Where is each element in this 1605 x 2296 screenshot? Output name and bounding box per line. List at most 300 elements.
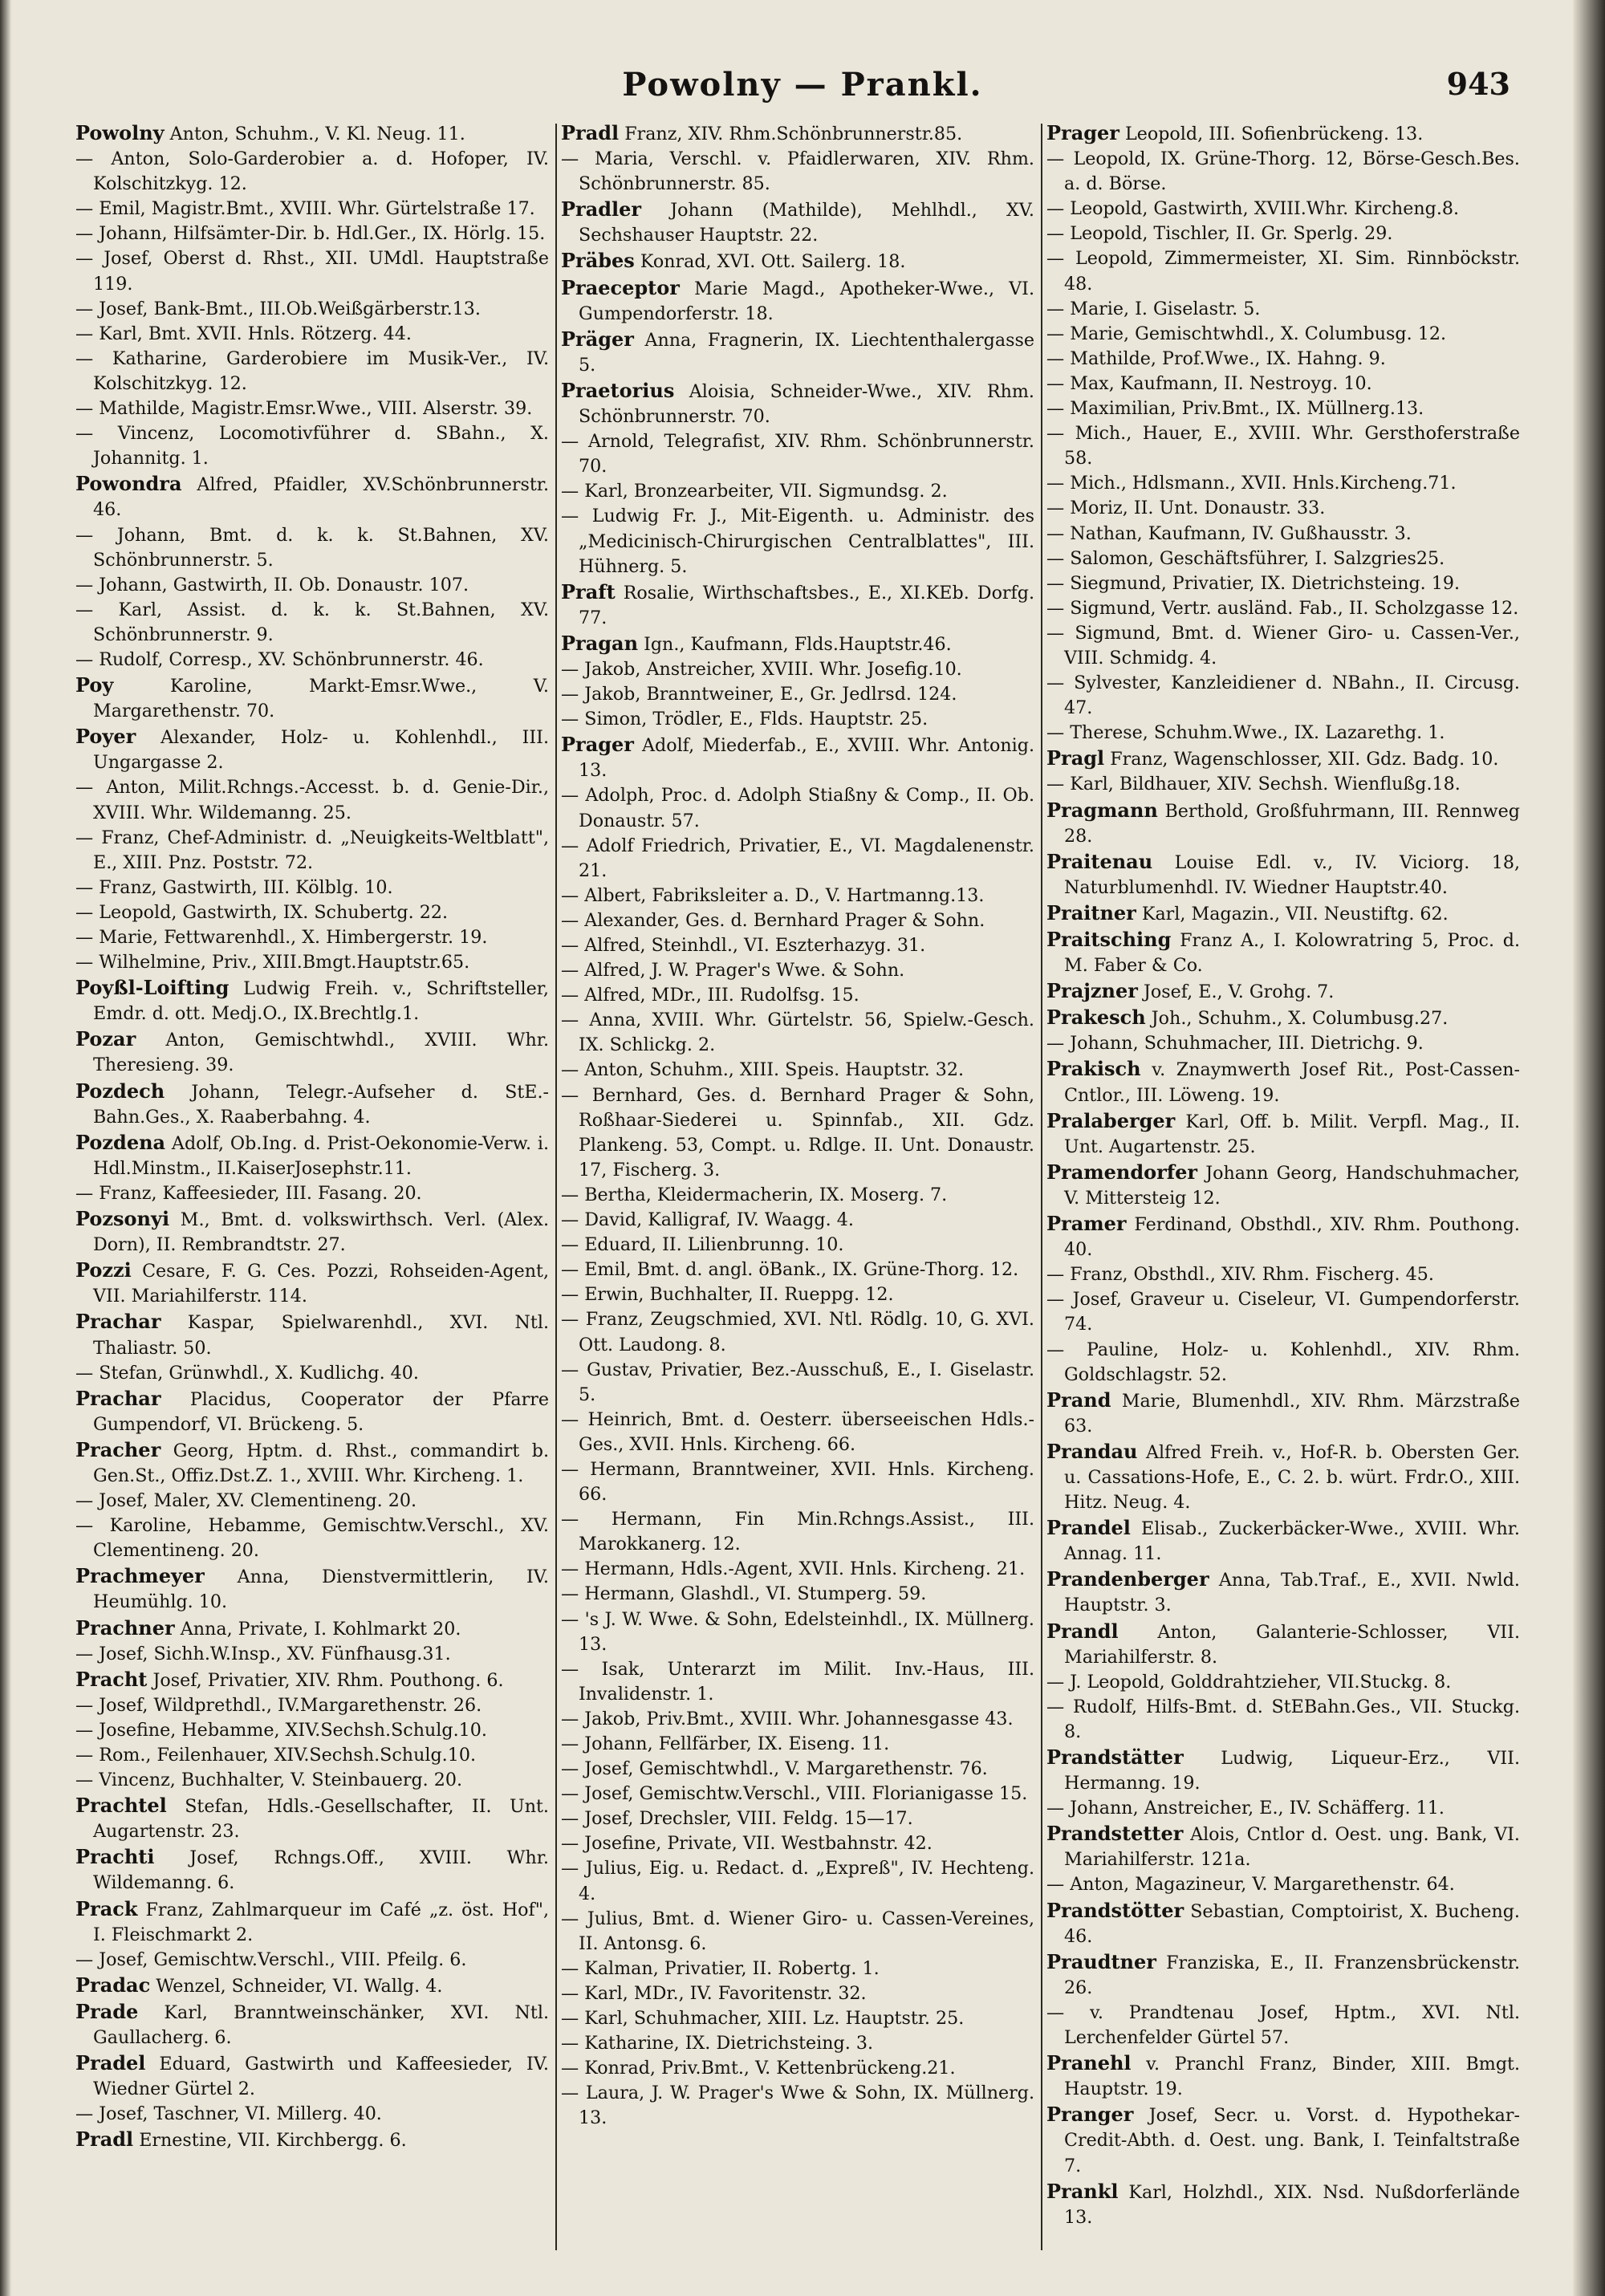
entry-headword: Pranehl [1046, 2051, 1132, 2075]
column-1 [75, 120, 549, 2255]
entry-headword: Poy [75, 673, 114, 697]
entry-headword: Pramendorfer [1046, 1160, 1198, 1184]
entry-text: — Hermann, Fin Min.Rchngs.Assist., III. Marokkanerg. 12. [561, 1509, 1034, 1555]
directory-entry [75, 347, 549, 396]
entry-text: — Gustav, Privatier, Bez.-Ausschuß, E., I. Giselastr. 5. [561, 1359, 1034, 1405]
directory-entry [75, 1615, 549, 1642]
entry-text: v. Pranchl Franz, Binder, XIII. Bmgt. Hauptstr. 19. [1064, 2054, 1520, 2100]
entry-text: — Stefan, Grünwhdl., X. Kudlichg. 40. [75, 1362, 419, 1384]
entry-text: — Salomon, Geschäftsführer, I. Salzgries25. [1046, 547, 1445, 569]
directory-entry [75, 1743, 549, 1768]
directory-entry [1046, 927, 1520, 978]
entry-headword: Pralaberger [1046, 1108, 1176, 1132]
directory-entry [561, 1856, 1034, 1906]
entry-text: — Jakob, Anstreicher, XVIII. Whr. Josefig.10. [561, 658, 962, 680]
entry-text: — Josef, Maler, XV. Clementineng. 20. [75, 1490, 417, 1512]
entry-text: — Franz, Obsthdl., XIV. Rhm. Fischerg. 45. [1046, 1264, 1434, 1286]
entry-headword: Pranger [1046, 2103, 1134, 2127]
entry-headword: Prankl [1046, 2179, 1119, 2203]
directory-entry [1046, 1338, 1520, 1388]
entry-headword: Pragan [561, 631, 639, 655]
page-left-edge [0, 0, 11, 2296]
entry-text: Anton, Galanterie-Schlosser, VII. Mariahilferstr. 8. [1064, 1621, 1520, 1668]
entry-text: — Katharine, IX. Dietrichsteing. 3. [561, 2033, 874, 2054]
entry-headword: Pozsonyi [75, 1207, 170, 1231]
entry-headword: Powondra [75, 472, 182, 496]
directory-entry [75, 396, 549, 421]
directory-entry [1046, 671, 1520, 721]
entry-text: — Sigmund, Bmt. d. Wiener Giro- u. Cassen-Ver., VIII. Schmidg. 4. [1046, 622, 1520, 668]
entry-text: — J. Leopold, Golddrahtzieher, VII.Stuckg. 8. [1046, 1671, 1452, 1693]
directory-entry [1046, 1108, 1520, 1160]
entry-text: — Ludwig Fr. J., Mit-Eigenth. u. Administr. des „Medicinisch-Chirurgischen Centralblattes", III. Hühnerg. 5. [561, 506, 1034, 577]
entry-text: — Josefine, Private, VII. Westbahnstr. 42. [561, 1833, 933, 1855]
entry-headword: Präger [561, 327, 634, 351]
entry-text: — Anton, Solo-Garderobier a. d. Hofoper, IV. Kolschitzkyg. 12. [75, 148, 549, 195]
directory-entry [561, 2031, 1034, 2056]
entry-text: — Mich., Hauer, E., XVIII. Whr. Gersthoferstraße 58. [1046, 423, 1520, 469]
directory-entry [1046, 372, 1520, 396]
entry-headword: Pradel [75, 2051, 146, 2075]
entry-text: — Hermann, Hdls.-Agent, XVII. Hnls. Kircheng. 21. [561, 1558, 1026, 1580]
entry-text: Elisab., Zuckerbäcker-Wwe., XVIII. Whr. Annag. 11. [1064, 1518, 1520, 1565]
directory-entry [75, 673, 549, 724]
entry-text: — Marie, Gemischtwhdl., X. Columbusg. 12. [1046, 323, 1447, 344]
directory-entry [75, 1999, 549, 2050]
directory-entry [1046, 746, 1520, 772]
entry-headword: Prachmeyer [75, 1564, 205, 1588]
page-header [0, 63, 1605, 111]
directory-entry [75, 775, 549, 825]
entry-text: — Leopold, Tischler, II. Gr. Sperlg. 29. [1046, 223, 1393, 245]
directory-entry [1046, 2102, 1520, 2178]
entry-text: Ernestine, VII. Kirchbergg. 6. [139, 2130, 407, 2152]
directory-entry [1046, 1872, 1520, 1897]
directory-entry [75, 120, 549, 147]
entry-text: — Josef, Taschner, VI. Millerg. 40. [75, 2103, 382, 2125]
entry-text: Karl, Branntweinschänker, XVI. Ntl. Gaullacherg. 6. [93, 2001, 549, 2049]
entry-headword: Pracher [75, 1437, 161, 1461]
directory-entry [1046, 2001, 1520, 2050]
directory-entry [561, 504, 1034, 579]
directory-entry [75, 975, 549, 1026]
entry-text: Berthold, Großfuhrmann, III. Rennweg 28. [1064, 800, 1520, 847]
entry-text: — Laura, J. W. Prager's Wwe & Sohn, IX. Müllnerg. 13. [561, 2083, 1034, 2129]
directory-entry [1046, 900, 1520, 927]
directory-entry [75, 1793, 549, 1844]
directory-entry [561, 908, 1034, 933]
entry-text: Adolf, Miederfab., E., XVIII. Whr. Antonig. 13. [579, 735, 1034, 782]
entry-text: — Josef, Gemischtw.Verschl., VIII. Pfeilg. 6. [75, 1949, 467, 1970]
entry-text: — Pauline, Holz- u. Kohlenhdl., XIV. Rhm. Goldschlagstr. 52. [1046, 1339, 1520, 1385]
directory-entry [1046, 496, 1520, 521]
directory-entry [561, 1083, 1034, 1183]
entry-text: — Jakob, Priv.Bmt., XVIII. Whr. Johannesgasse 43. [561, 1708, 1014, 1729]
entry-text: — Siegmund, Privatier, IX. Dietrichsteing. 19. [1046, 572, 1461, 594]
entry-text: Josef, Secr. u. Vorst. d. Hypothekar-Credit-Abth. d. Oest. ung. Bank, I. Teinfaltstraße 7. [1064, 2105, 1520, 2176]
entry-text: — Josef, Drechsler, VIII. Feldg. 15—17. [561, 1808, 913, 1830]
entry-headword: Prandau [1046, 1439, 1138, 1463]
directory-entry [561, 983, 1034, 1008]
entry-text: — Therese, Schuhm.Wwe., IX. Lazarethg. 1. [1046, 722, 1445, 744]
entry-text: — Hermann, Glashdl., VI. Stumperg. 59. [561, 1583, 927, 1605]
directory-entry [561, 933, 1034, 958]
entry-text: Joh., Schuhm., X. Columbusg.27. [1151, 1008, 1449, 1030]
directory-entry [75, 876, 549, 900]
entry-text: — Eduard, II. Lilienbrunng. 10. [561, 1234, 844, 1256]
directory-entry [561, 1757, 1034, 1782]
entry-text: Ludwig Freih. v., Schriftsteller, Emdr. d. ott. Medj.O., IX.Brechtlg.1. [93, 978, 549, 1025]
entry-text: — Isak, Unterarzt im Milit. Inv.-Haus, III. Invalidenstr. 1. [561, 1658, 1034, 1705]
entry-text: — Franz, Gastwirth, III. Kölblg. 10. [75, 876, 393, 898]
entry-text: — Anton, Magazineur, V. Margarethenstr. 64. [1046, 1874, 1455, 1896]
entry-text: — Franz, Chef-Administr. d. „Neuigkeits-Weltblatt", E., XIII. Pnz. Poststr. 72. [75, 827, 549, 873]
directory-entry [561, 1233, 1034, 1258]
entry-headword: Prakesch [1046, 1006, 1146, 1030]
entry-text: — Karl, Bmt. XVII. Hnls. Rötzerg. 44. [75, 323, 412, 344]
directory-entry [75, 925, 549, 950]
directory-entry [1046, 621, 1520, 671]
entry-text: — Alfred, Steinhdl., VI. Eszterhazyg. 31. [561, 935, 926, 956]
entry-text: — Johann, Hilfsämter-Dir. b. Hdl.Ger., IX. Hörlg. 15. [75, 223, 546, 245]
entry-text: — Johann, Schuhmacher, III. Dietrichg. 9. [1046, 1033, 1424, 1055]
entry-text: — Mich., Hdlsmann., XVII. Hnls.Kircheng.71. [1046, 473, 1457, 494]
entry-text: — Leopold, Gastwirth, XVIII.Whr. Kircheng.8. [1046, 198, 1460, 220]
entry-text: — Max, Kaufmann, II. Nestroyg. 10. [1046, 372, 1372, 394]
entry-text: — Alfred, MDr., III. Rudolfsg. 15. [561, 985, 859, 1006]
entry-text: Anton, Schuhm., V. Kl. Neug. 11. [169, 124, 465, 144]
directory-entry [1046, 1439, 1520, 1515]
entry-headword: Pragl [1046, 746, 1105, 770]
directory-entry [75, 1768, 549, 1793]
column-divider-1 [555, 124, 557, 2250]
entry-text: — Rom., Feilenhauer, XIV.Sechsh.Schulg.10. [75, 1745, 477, 1766]
directory-entry [1046, 471, 1520, 496]
entry-headword: Präbes [561, 249, 635, 273]
entry-text: Anna, Tab.Traf., E., XVII. Nwld. Hauptstr. 3. [1064, 1570, 1520, 1616]
directory-entry [561, 732, 1034, 783]
entry-headword: Prandenberger [1046, 1567, 1209, 1591]
directory-entry [75, 1718, 549, 1743]
entry-text: — Karl, Bildhauer, XIV. Sechsh. Wienflußg.18. [1046, 774, 1461, 795]
directory-entry [75, 471, 549, 522]
directory-entry [75, 1563, 549, 1615]
directory-entry [561, 327, 1034, 378]
entry-headword: Pozdena [75, 1130, 166, 1154]
directory-entry [561, 834, 1034, 884]
entry-headword: Prand [1046, 1388, 1111, 1412]
directory-entry [1046, 849, 1520, 900]
entry-text: Johann, Telegr.-Aufseher d. StE.-Bahn.Ges., X. Raaberbahng. 4. [93, 1081, 549, 1128]
directory-entry [1046, 1745, 1520, 1796]
entry-text: Placidus, Cooperator der Pfarre Gumpendorf, VI. Brückeng. 5. [93, 1388, 549, 1435]
entry-text: — Emil, Magistr.Bmt., XVIII. Whr. Gürtelstraße 17. [75, 198, 535, 220]
directory-entry [75, 900, 549, 925]
entry-text: — Heinrich, Bmt. d. Oesterr. überseeischen Hdls.-Ges., XVII. Hnls. Kircheng. 66. [561, 1408, 1034, 1455]
directory-entry [75, 246, 549, 296]
directory-entry [75, 2127, 549, 2153]
entry-text: Alexander, Holz- u. Kohlenhdl., III. Ungargasse 2. [93, 727, 549, 774]
directory-entry [1046, 798, 1520, 849]
directory-entry [1046, 547, 1520, 571]
directory-entry [561, 1557, 1034, 1582]
directory-entry [561, 1782, 1034, 1806]
directory-entry [75, 1693, 549, 1718]
column-3 [1046, 120, 1520, 2255]
entry-headword: Praeceptor [561, 275, 680, 299]
directory-entry [75, 1896, 549, 1948]
entry-text: Josef, E., V. Grohg. 7. [1143, 981, 1335, 1003]
entry-headword: Pozzi [75, 1258, 132, 1282]
entry-text: Marie, Blumenhdl., XIV. Rhm. Märzstraße 63. [1064, 1390, 1520, 1437]
entry-text: Louise Edl. v., IV. Viciorg. 18, Naturblumenhdl. IV. Wiedner Hauptstr.40. [1064, 851, 1520, 898]
directory-entry [1046, 147, 1520, 197]
directory-entry [561, 378, 1034, 429]
directory-entry [75, 950, 549, 975]
entry-text: Leopold, III. Sofienbrückeng. 13. [1125, 124, 1424, 144]
entry-text: — Vincenz, Locomotivführer d. SBahn., X. Johannitg. 1. [75, 423, 549, 469]
directory-entry [75, 1437, 549, 1489]
entry-text: — Karl, Bronzearbeiter, VII. Sigmundsg. 2. [561, 481, 948, 502]
directory-entry [561, 120, 1034, 147]
entry-text: Franz, Wagenschlosser, XII. Gdz. Badg. 10. [1110, 749, 1499, 770]
entry-text: Sebastian, Comptoirist, X. Bucheng. 46. [1064, 1900, 1520, 1947]
directory-entry [561, 1008, 1034, 1058]
entry-text: Franz, XIV. Rhm.Schönbrunnerstr.85. [624, 124, 963, 144]
entry-text: — Jakob, Branntweiner, E., Gr. Jedlrsd. 124. [561, 684, 957, 705]
directory-entry [561, 631, 1034, 657]
entry-text: Stefan, Hdls.-Gesellschafter, II. Unt. Augartenstr. 23. [93, 1796, 549, 1843]
entry-text: — Josef, Oberst d. Rhst., XII. UMdl. Hauptstraße 119. [75, 248, 549, 295]
directory-entry [561, 147, 1034, 197]
entry-text: — Johann, Fellfärber, IX. Eiseng. 11. [561, 1733, 890, 1754]
entry-text: Johann (Mathilde), Mehlhdl., XV. Sechshauser Hauptstr. 22. [579, 200, 1034, 246]
directory-entry [1046, 1949, 1520, 2001]
entry-headword: Pradl [561, 121, 620, 144]
directory-entry [75, 1844, 549, 1896]
directory-entry [1046, 1567, 1520, 1618]
directory-entry [1046, 297, 1520, 322]
entry-text: — Josef, Gemischtw.Verschl., VIII. Florianigasse 15. [561, 1783, 1028, 1805]
entry-text: Kaspar, Spielwarenhdl., XVI. Ntl. Thaliastr. 50. [93, 1312, 549, 1359]
directory-entry [75, 1130, 549, 1181]
entry-text: Ferdinand, Obsthdl., XIV. Rhm. Pouthong. 40. [1064, 1214, 1520, 1261]
directory-entry [561, 682, 1034, 707]
entry-text: — Adolf Friedrich, Privatier, E., VI. Magdalenenstr. 21. [561, 835, 1034, 881]
entry-text: — Adolph, Proc. d. Adolph Stiaßny & Comp., II. Ob. Donaustr. 57. [561, 785, 1034, 831]
entry-text: — Nathan, Kaufmann, IV. Gußhausstr. 3. [1046, 522, 1412, 544]
entry-text: — Maximilian, Priv.Bmt., IX. Müllnerg.13. [1046, 398, 1424, 420]
directory-entry [75, 197, 549, 221]
entry-text: Alois, Cntlor d. Oest. ung. Bank, VI. Mariahilferstr. 121a. [1064, 1824, 1520, 1871]
directory-entry [561, 2081, 1034, 2131]
entry-text: — Alfred, J. W. Prager's Wwe. & Sohn. [561, 960, 905, 981]
entry-headword: Prandstätter [1046, 1745, 1184, 1769]
directory-entry [561, 707, 1034, 732]
entry-headword: Praitner [1046, 900, 1136, 924]
entry-headword: Praft [561, 579, 616, 603]
directory-entry [75, 147, 549, 197]
entry-headword: Prandstötter [1046, 1898, 1184, 1922]
entry-text: Franz A., I. Kolowratring 5, Proc. d. M. Faber & Co. [1064, 930, 1520, 977]
entry-text: — Katharine, Garderobiere im Musik-Ver., IV. Kolschitzkyg. 12. [75, 347, 549, 394]
directory-entry [1046, 978, 1520, 1005]
directory-entry [561, 2056, 1034, 2081]
entry-headword: Pozar [75, 1027, 136, 1051]
directory-entry [561, 275, 1034, 327]
entry-text: — Josef, Sichh.W.Insp., XV. Fünfhausg.31. [75, 1643, 451, 1664]
directory-entry [75, 297, 549, 322]
entry-text: — Johann, Gastwirth, II. Ob. Donaustr. 107. [75, 574, 469, 595]
entry-text: — Erwin, Buchhalter, II. Rueppg. 12. [561, 1284, 894, 1306]
entry-text: Alfred, Pfaidler, XV.Schönbrunnerstr. 46. [93, 474, 549, 521]
directory-entry [75, 322, 549, 347]
directory-entry [75, 1026, 549, 1078]
entry-headword: Prachtel [75, 1794, 167, 1818]
directory-entry [1046, 1031, 1520, 1056]
directory-entry [75, 1206, 549, 1258]
directory-entry [75, 1667, 549, 1693]
entry-text: — Mathilde, Magistr.Emsr.Wwe., VIII. Alserstr. 39. [75, 398, 533, 420]
page-number: 943 [1446, 66, 1510, 102]
entry-text: — Franz, Zeugschmied, XVI. Ntl. Rödlg. 10, G. XVI. Ott. Laudong. 8. [561, 1309, 1034, 1355]
directory-entry [1046, 396, 1520, 421]
entry-text: Josef, Rchngs.Off., XVIII. Whr. Wildemanng. 6. [93, 1847, 549, 1894]
entry-text: Cesare, F. G. Ces. Pozzi, Rohseiden-Agent, VII. Mariahilferstr. 114. [93, 1261, 549, 1307]
entry-text: — Johann, Anstreicher, E., IV. Schäfferg. 11. [1046, 1798, 1444, 1819]
entry-text: — Wilhelmine, Priv., XIII.Bmgt.Hauptstr.65. [75, 952, 470, 973]
entry-text: — Anna, XVIII. Whr. Gürtelstr. 56, Spielw.-Gesch. IX. Schlickg. 2. [561, 1010, 1034, 1056]
page-right-edge [1573, 0, 1605, 2296]
directory-entry [561, 1907, 1034, 1957]
entry-text: — Karl, Assist. d. k. k. St.Bahnen, XV. Schönbrunnerstr. 9. [75, 599, 549, 645]
directory-entry [561, 1981, 1034, 2006]
directory-entry [1046, 1619, 1520, 1670]
directory-entry [561, 248, 1034, 274]
entry-text: — 's J. W. Wwe. & Sohn, Edelsteinhdl., IX. Müllnerg. 13. [561, 1608, 1034, 1655]
entry-text: — Kalman, Privatier, II. Robertg. 1. [561, 1957, 880, 1979]
directory-entry [1046, 1211, 1520, 1262]
entry-headword: Prade [75, 1999, 139, 2023]
directory-entry [1046, 1670, 1520, 1695]
entry-text: — Sigmund, Vertr. ausländ. Fab., II. Scholzgasse 12. [1046, 597, 1519, 619]
directory-entry [561, 1183, 1034, 1208]
entry-text: Anna, Dienstvermittlerin, IV. Heumühlg. 10. [93, 1567, 549, 1613]
entry-text: — Arnold, Telegrafist, XIV. Rhm. Schönbrunnerstr. 70. [561, 431, 1034, 477]
directory-entry [1046, 522, 1520, 547]
directory-entry [1046, 246, 1520, 296]
directory-entry [75, 826, 549, 876]
entry-text: — Albert, Fabriksleiter a. D., V. Hartmanng.13. [561, 884, 985, 906]
entry-text: — Johann, Bmt. d. k. k. St.Bahnen, XV. Schönbrunnerstr. 5. [75, 524, 549, 571]
directory-entry [561, 1831, 1034, 1856]
directory-entry [75, 1642, 549, 1667]
directory-entry [1046, 347, 1520, 372]
entry-text: — Sylvester, Kanzleidiener d. NBahn., II. Circusg. 47. [1046, 673, 1520, 719]
entry-text: — Josef, Graveur u. Ciseleur, VI. Gumpendorferstr. 74. [1046, 1289, 1520, 1335]
entry-text: Ign., Kaufmann, Flds.Hauptstr.46. [644, 633, 952, 655]
directory-entry [75, 1181, 549, 1206]
directory-entry [561, 1507, 1034, 1557]
entry-text: — Emil, Bmt. d. angl. öBank., IX. Grüne-Thorg. 12. [561, 1259, 1019, 1281]
column-2 [561, 120, 1034, 2255]
directory-entry [1046, 571, 1520, 596]
directory-entry [1046, 221, 1520, 246]
directory-entry [1046, 421, 1520, 471]
directory-entry [561, 1282, 1034, 1307]
directory-entry [75, 1258, 549, 1309]
directory-entry [561, 1707, 1034, 1732]
entry-text: Karl, Magazin., VII. Neustiftg. 62. [1141, 903, 1449, 924]
directory-entry [75, 221, 549, 246]
entry-text: — Julius, Bmt. d. Wiener Giro- u. Cassen-Vereines, II. Antonsg. 6. [561, 1908, 1034, 1954]
entry-text: — Marie, Fettwarenhdl., X. Himbergerstr. 19. [75, 927, 488, 948]
directory-entry [1046, 1005, 1520, 1031]
directory-entry [1046, 2050, 1520, 2102]
directory-entry [561, 783, 1034, 833]
directory-entry [561, 1582, 1034, 1607]
entry-headword: Pradler [561, 197, 642, 221]
entry-text: Ludwig, Liqueur-Erz., VII. Hermanng. 19. [1064, 1748, 1520, 1794]
entry-text: Johann Georg, Handschuhmacher, V. Mittersteig 12. [1064, 1162, 1520, 1209]
directory-entry [1046, 197, 1520, 221]
directory-entry [561, 1307, 1034, 1357]
entry-headword: Poyer [75, 725, 136, 749]
directory-entry [561, 1657, 1034, 1707]
entry-text: — Vincenz, Buchhalter, V. Steinbauerg. 20. [75, 1770, 463, 1791]
entry-headword: Prachar [75, 1310, 161, 1334]
entry-text: Josef, Privatier, XIV. Rhm. Pouthong. 6. [152, 1669, 504, 1691]
entry-headword: Pradac [75, 1973, 151, 1997]
entry-text: — Bernhard, Ges. d. Bernhard Prager & Sohn, Roßhaar-Siederei u. Spinnfab., XII. Gdz. Plankeng. 53, Compt. u. Rdlge. II. Unt. Donaustr. 17, Fischerg. 3. [561, 1084, 1034, 1181]
entry-headword: Pragmann [1046, 798, 1158, 822]
entry-headword: Pradl [75, 2127, 134, 2152]
entry-text: — Maria, Verschl. v. Pfaidlerwaren, XIV. Rhm. Schönbrunnerstr. 85. [561, 148, 1034, 195]
entry-text: — Karoline, Hebamme, Gemischtw.Verschl., XV. Clementineng. 20. [75, 1515, 549, 1562]
entry-text: Rosalie, Wirthschaftsbes., E., XI.KEb. Dorfg. 77. [579, 582, 1034, 628]
directory-entry [561, 2006, 1034, 2031]
column-divider-2 [1041, 124, 1042, 2250]
directory-entry [1046, 721, 1520, 746]
entry-text: — Mathilde, Prof.Wwe., IX. Hahng. 9. [1046, 347, 1386, 369]
columns [75, 120, 1520, 2255]
entry-text: — Josefine, Hebamme, XIV.Sechsh.Schulg.10. [75, 1719, 487, 1741]
entry-headword: Praudtner [1046, 1949, 1156, 1973]
entry-text: Anna, Fragnerin, IX. Liechtenthalergasse 5. [579, 329, 1034, 376]
entry-headword: Prandstetter [1046, 1822, 1184, 1846]
directory-entry [561, 1957, 1034, 1981]
directory-entry [75, 1489, 549, 1514]
directory-entry [1046, 2179, 1520, 2230]
entry-text: — Julius, Eig. u. Redact. d. „Expreß", IV. Hechteng. 4. [561, 1858, 1034, 1904]
directory-entry [561, 1457, 1034, 1507]
entry-headword: Prachar [75, 1386, 161, 1410]
entry-text: — Josef, Gemischtwhdl., V. Margarethenstr. 76. [561, 1758, 988, 1780]
entry-text: v. Znaymwerth Josef Rit., Post-Cassen-Cntlor., III. Löweng. 19. [1064, 1059, 1520, 1106]
directory-entry [75, 1386, 549, 1437]
entry-headword: Pozdech [75, 1079, 165, 1103]
directory-entry [1046, 322, 1520, 347]
entry-text: — Leopold, IX. Grüne-Thorg. 12, Börse-Gesch.Bes. a. d. Börse. [1046, 148, 1520, 195]
directory-entry [1046, 1287, 1520, 1337]
entry-text: — Anton, Schuhm., XIII. Speis. Hauptstr. 32. [561, 1059, 965, 1081]
entry-text: Konrad, XVI. Ott. Sailerg. 18. [640, 251, 906, 273]
entry-text: — Karl, Schuhmacher, XIII. Lz. Hauptstr. 25. [561, 2008, 965, 2030]
entry-text: Marie Magd., Apotheker-Wwe., VI. Gumpendorferstr. 18. [579, 278, 1034, 324]
entry-headword: Praitsching [1046, 928, 1172, 951]
entry-text: — Hermann, Branntweiner, XVII. Hnls. Kircheng. 66. [561, 1458, 1034, 1506]
directory-entry [561, 197, 1034, 248]
